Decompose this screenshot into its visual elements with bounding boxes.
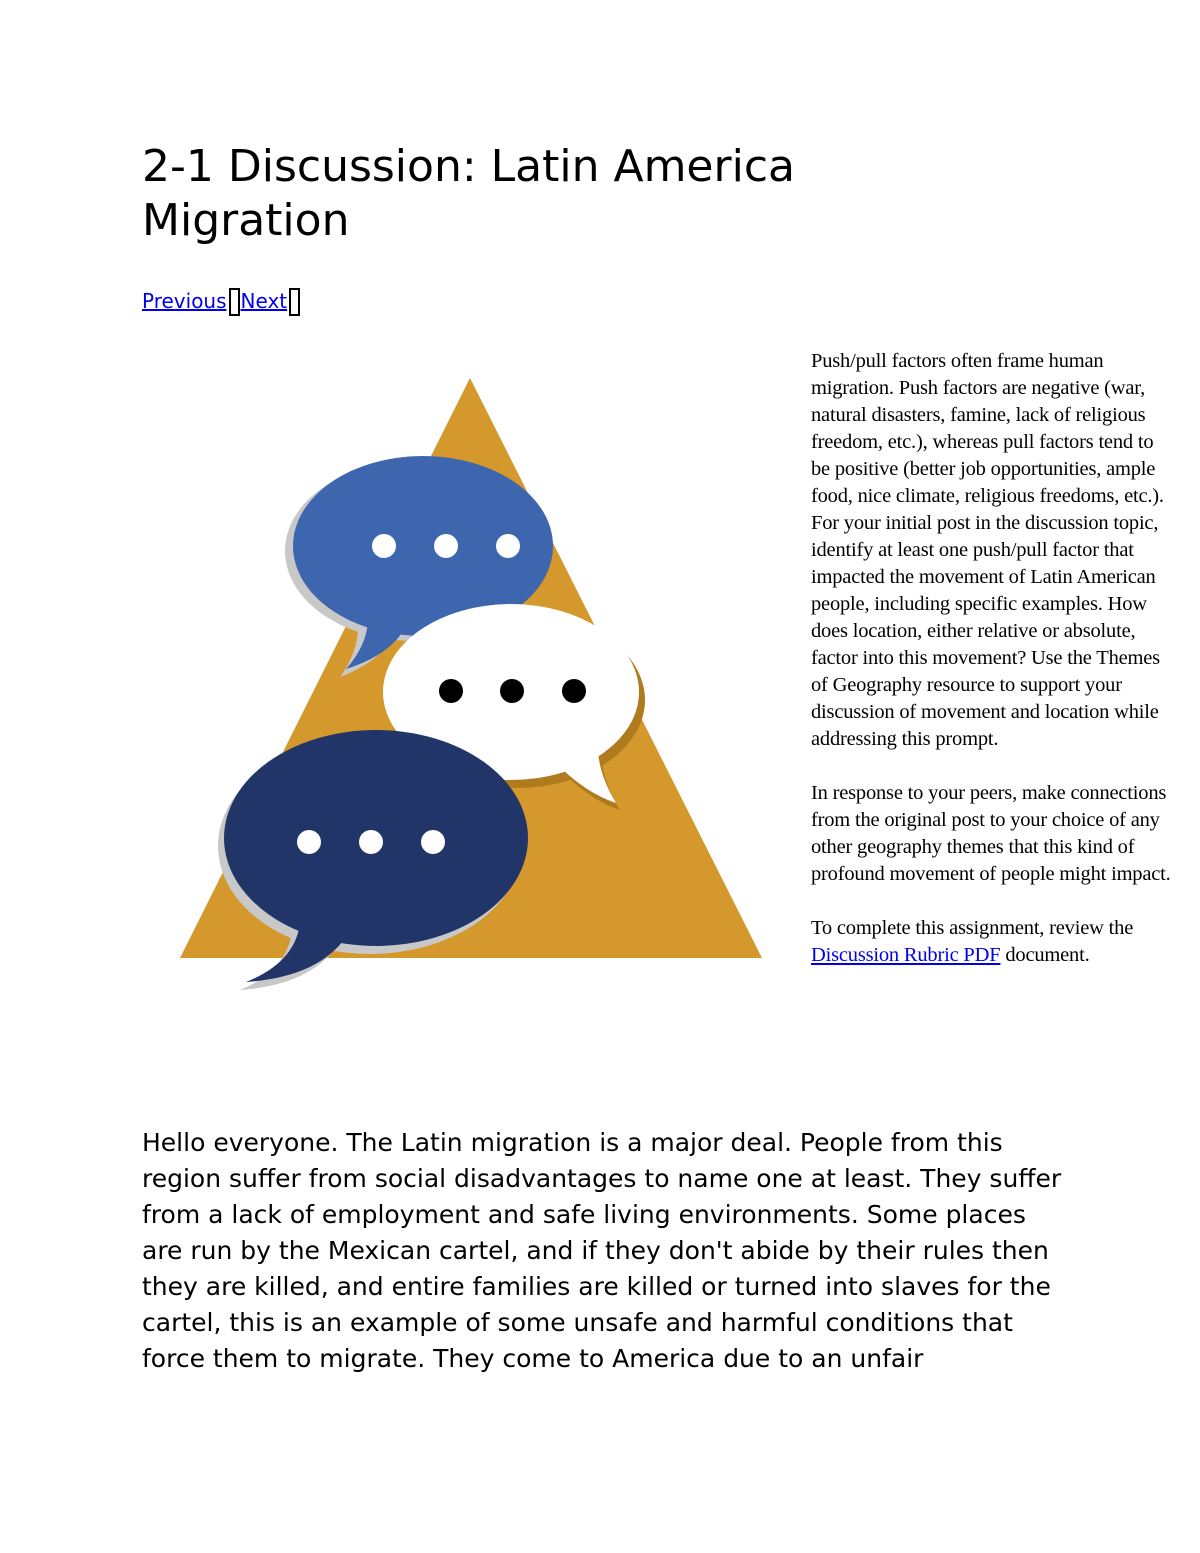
prompt-paragraph: Push/pull factors often frame human migration. Push factors are negative (war, natural disasters, famine, lack of religious freedom, etc.), whereas pull factors tend to be positive (better job opportunities, ample food, nice climate, religious freedoms, etc.). For your initial post in the discussion topic, identify at least one push/pull factor that impacted the movement of Latin American people, including specific examples. How does location, either relative or absolute, factor into this movement? Use the Themes of Geography resource to support your discussion of movement and location while addressing this prompt. xyxy=(811,350,1164,750)
discussion-rubric-link[interactable]: Discussion Rubric PDF xyxy=(811,944,1001,966)
student-post: Hello everyone. The Latin migration is a major deal. People from this region suffer from social disadvantages to name one at least. They suffer from a lack of employment and safe living environments. Some places are run by the Mexican cartel, and if they don't abide by their rules then they are killed, and entire families are killed or turned into slaves for the cartel, this is an example of some unsafe and harmful conditions that force them to migrate. They come to America due to an unfair xyxy=(142,1128,1062,1373)
next-link[interactable]: Next xyxy=(240,289,288,313)
missing-glyph-icon xyxy=(289,288,300,316)
discussion-bubbles-illustration xyxy=(160,360,780,1010)
previous-link[interactable]: Previous xyxy=(142,289,227,313)
prompt-text: To complete this assignment, review the xyxy=(811,917,1134,939)
page-title: 2-1 Discussion: Latin America Migration xyxy=(142,141,795,246)
prompt-paragraph xyxy=(811,915,1176,969)
prompt-paragraph: In response to your peers, make connections from the original post to your choice of any other geography themes that this kind of profound movement of people might impact. xyxy=(811,782,1171,885)
discussion-nav xyxy=(142,284,301,318)
prompt-text: document. xyxy=(1000,944,1090,966)
discussion-prompt xyxy=(811,348,1176,969)
missing-glyph-icon xyxy=(229,288,240,316)
